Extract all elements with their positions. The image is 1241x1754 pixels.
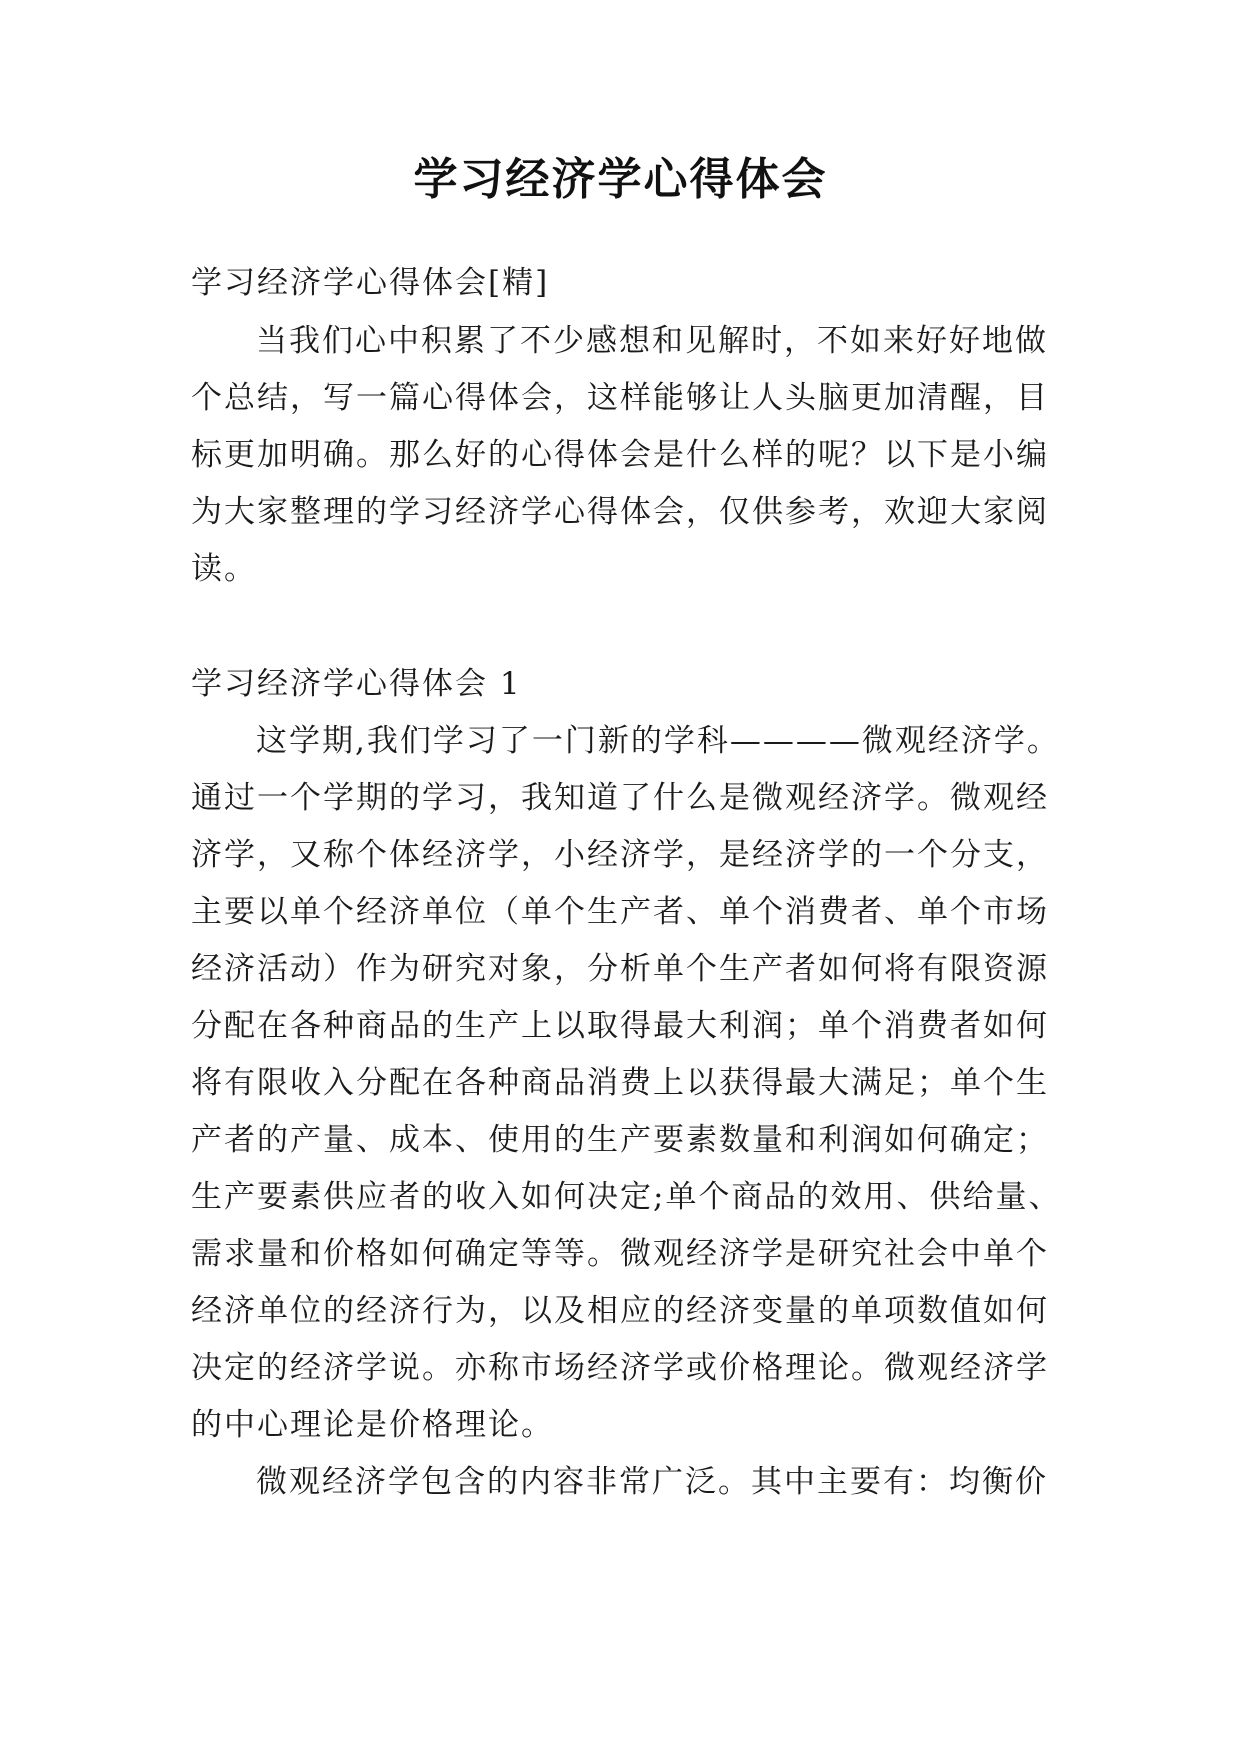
body-line: 的中心理论是价格理论。 <box>191 1407 554 1443</box>
body-line: 经济活动）作为研究对象，分析单个生产者如何将有限资源 <box>191 951 1049 987</box>
body-line: 济学，又称个体经济学，小经济学，是经济学的一个分支， <box>191 837 1049 873</box>
body-line: 将有限收入分配在各种商品消费上以获得最大满足；单个生 <box>191 1065 1049 1101</box>
body-line: 主要以单个经济单位（单个生产者、单个消费者、单个市场 <box>191 894 1049 930</box>
intro-line: 当我们心中积累了不少感想和见解时，不如来好好地做 <box>256 323 1048 359</box>
body-line: 分配在各种商品的生产上以取得最大利润；单个消费者如何 <box>191 1008 1049 1044</box>
section-heading: 学习经济学心得体会 1 <box>191 666 522 702</box>
body-line: 产者的产量、成本、使用的生产要素数量和利润如何确定； <box>191 1122 1049 1158</box>
document-subtitle: 学习经济学心得体会[精] <box>191 265 550 301</box>
document-title: 学习经济学心得体会 <box>413 154 828 205</box>
body-line: 通过一个学期的学习，我知道了什么是微观经济学。微观经 <box>191 780 1049 816</box>
body-line: 生产要素供应者的收入如何决定;单个商品的效用、供给量、 <box>191 1179 1062 1215</box>
body-line: 经济单位的经济行为，以及相应的经济变量的单项数值如何 <box>191 1293 1049 1329</box>
body-line: 这学期,我们学习了一门新的学科————微观经济学。 <box>256 723 1060 759</box>
body-line: 微观经济学包含的内容非常广泛。其中主要有：均衡价 <box>256 1464 1048 1500</box>
intro-line: 标更加明确。那么好的心得体会是什么样的呢？以下是小编 <box>191 437 1049 473</box>
body-line: 需求量和价格如何确定等等。微观经济学是研究社会中单个 <box>191 1236 1049 1272</box>
intro-line: 为大家整理的学习经济学心得体会，仅供参考，欢迎大家阅 <box>191 494 1049 530</box>
intro-line: 个总结，写一篇心得体会，这样能够让人头脑更加清醒，目 <box>191 380 1049 416</box>
body-line: 决定的经济学说。亦称市场经济学或价格理论。微观经济学 <box>191 1350 1049 1386</box>
intro-line: 读。 <box>191 551 257 587</box>
